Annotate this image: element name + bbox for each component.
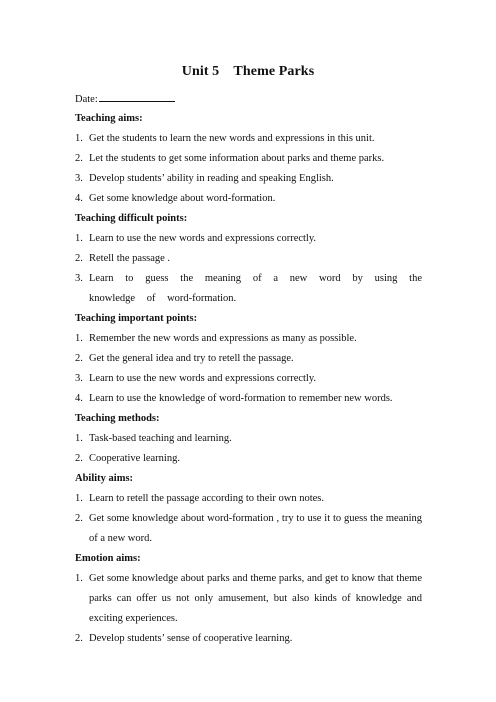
item-number: 4. [75,193,83,204]
item-number: 2. [75,353,83,364]
section-heading: Teaching aims: [75,113,143,124]
item-text: Learn to use the new words and expressions correctly. [89,233,317,244]
section-teaching-important-points [75,309,422,409]
list-item [75,269,422,309]
section-heading: Teaching important points: [75,313,198,324]
item-number: 3. [75,273,83,284]
section-teaching-aims [75,109,422,209]
section-teaching-methods [75,409,422,469]
item-text: Cooperative learning. [89,453,180,464]
list-item [75,369,422,389]
item-number: 1. [75,133,83,144]
section-heading: Emotion aims: [75,553,141,564]
item-number: 1. [75,493,83,504]
list-item [75,229,422,249]
list-item [75,449,422,469]
item-text: Get the students to learn the new words and expressions in this unit. [89,133,375,144]
item-text: Retell the passage . [89,253,171,264]
list-item [75,569,422,629]
list-item [75,349,422,369]
item-number: 2. [75,153,83,164]
item-text: Learn to guess the meaning of a new word by using the knowledge of word-formation. [89,273,422,304]
list-item [75,189,422,209]
item-text: Learn to use the knowledge of word-formation to remember new words. [89,393,393,404]
item-number: 3. [75,173,83,184]
list-item [75,149,422,169]
item-number: 2. [75,253,83,264]
item-text: Get some knowledge about word-formation , try to use it to guess the meaning of a new word. [89,513,422,544]
section-ability-aims [75,469,422,549]
list-item [75,629,422,649]
date-label: Date: [75,94,98,105]
item-number: 1. [75,233,83,244]
item-text: Let the students to get some information about parks and theme parks. [89,153,385,164]
item-text: Develop students’ sense of cooperative learning. [89,633,293,644]
list-item [75,249,422,269]
item-number: 2. [75,513,83,524]
item-number: 1. [75,433,83,444]
list-item [75,389,422,409]
item-text: Learn to retell the passage according to their own notes. [89,493,324,504]
item-text: Get some knowledge about parks and theme parks, and get to know that theme parks can offer us not only amusement, but also kinds of knowledge and exciting experiences. [89,573,422,624]
list-item [75,429,422,449]
date-blank-line [99,92,175,102]
item-text: Get the general idea and try to retell the passage. [89,353,294,364]
list-item [75,489,422,509]
list-item [75,329,422,349]
item-number: 4. [75,393,83,404]
item-text: Develop students’ ability in reading and speaking English. [89,173,334,184]
section-heading: Teaching methods: [75,413,160,424]
lesson-plan-content [75,109,422,649]
item-number: 1. [75,333,83,344]
item-number: 2. [75,453,83,464]
section-heading: Teaching difficult points: [75,213,188,224]
item-text: Get some knowledge about word-formation. [89,193,276,204]
list-item [75,509,422,549]
list-item [75,129,422,149]
section-emotion-aims [75,549,422,649]
item-text: Learn to use the new words and expressions correctly. [89,373,317,384]
page-title: Unit 5 Theme Parks [181,64,315,79]
list-item [75,169,422,189]
section-heading: Ability aims: [75,473,134,484]
item-text: Remember the new words and expressions as many as possible. [89,333,357,344]
date-field [75,92,175,105]
item-text: Task-based teaching and learning. [89,433,232,444]
item-number: 2. [75,633,83,644]
section-teaching-difficult-points [75,209,422,309]
item-number: 1. [75,573,83,584]
item-number: 3. [75,373,83,384]
